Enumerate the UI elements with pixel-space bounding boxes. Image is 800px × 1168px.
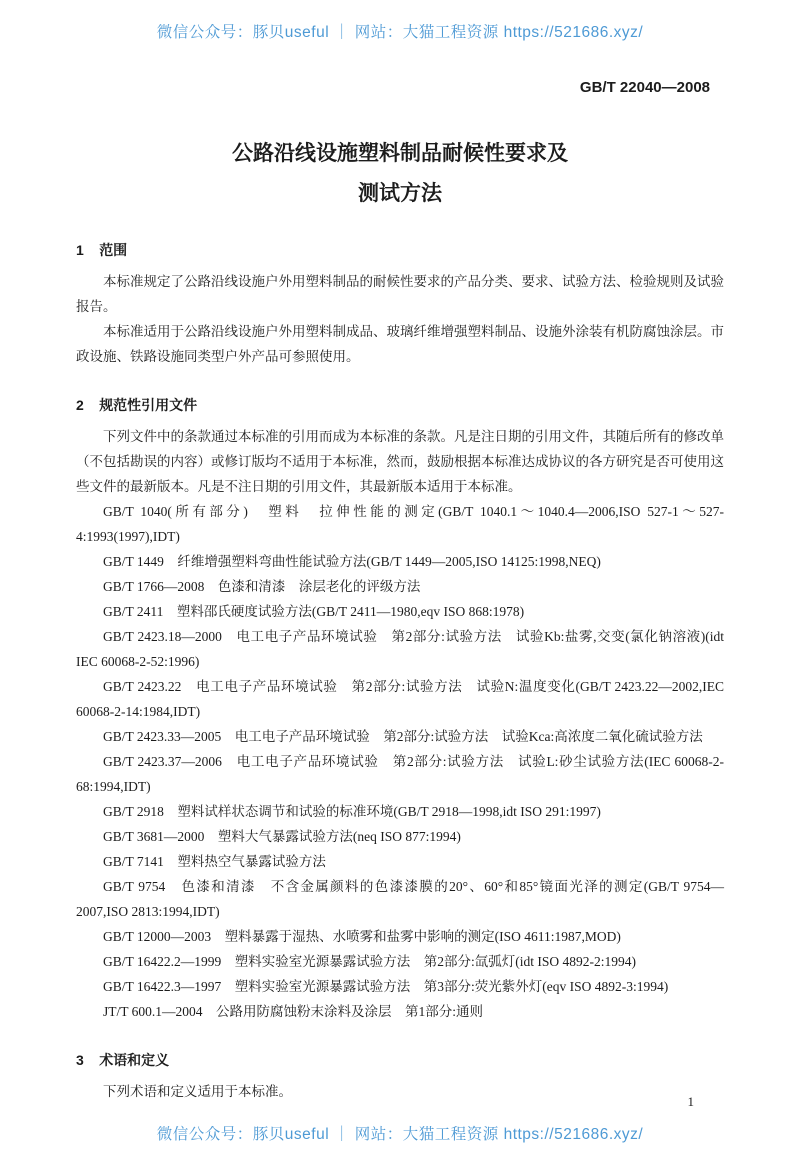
section-2-heading: [76, 393, 724, 417]
page-number: 1: [687, 1094, 694, 1109]
section-1-title: 范围: [99, 242, 128, 258]
reference-item: GB/T 2423.37—2006 电工电子产品环境试验 第2部分:试验方法 试验L:砂尘试验方法(IEC 60068-2-68:1994,IDT): [76, 754, 724, 794]
watermark-top: 微信公众号：豚贝useful ｜ 网站：大猫工程资源 https://521686.xyz/: [156, 24, 644, 41]
reference-item: GB/T 3681—2000 塑料大气暴露试验方法(neq ISO 877:1994): [103, 829, 461, 844]
watermark-bottom: 微信公众号：豚贝useful ｜ 网站：大猫工程资源 https://521686.xyz/: [156, 1126, 644, 1143]
reference-item: GB/T 2423.18—2000 电工电子产品环境试验 第2部分:试验方法 试验Kb:盐雾,交变(氯化钠溶液)(idt IEC 60068-2-52:1996): [76, 629, 724, 669]
section-2-number: 2: [76, 397, 84, 413]
section-1-heading: [76, 238, 724, 262]
section-3-heading: [76, 1048, 724, 1072]
reference-item: GB/T 12000—2003 塑料暴露于湿热、水喷雾和盐雾中影响的测定(ISO 4611:1987,MOD): [103, 929, 621, 944]
document-title-line2: 测试方法: [358, 182, 442, 205]
reference-item: GB/T 9754 色漆和清漆 不含金属颜料的色漆漆膜的20°、60°和85°镜面光泽的测定(GB/T 9754—2007,ISO 2813:1994,IDT): [76, 879, 724, 919]
section-1-paragraph-2: 本标准适用于公路沿线设施户外用塑料制成品、玻璃纤维增强塑料制品、设施外涂装有机防腐蚀涂层。市政设施、铁路设施同类型户外产品可参照使用。: [76, 324, 724, 364]
standard-number: GB/T 22040—2008: [579, 79, 710, 96]
section-3-number: 3: [76, 1052, 84, 1068]
section-3-title: 术语和定义: [99, 1052, 170, 1068]
reference-item: JT/T 600.1—2004 公路用防腐蚀粉末涂料及涂层 第1部分:通则: [103, 1004, 484, 1019]
reference-item: GB/T 2918 塑料试样状态调节和试验的标准环境(GB/T 2918—1998,idt ISO 291:1997): [103, 804, 601, 819]
document-title: [76, 134, 724, 214]
section-2-intro: 下列文件中的条款通过本标准的引用而成为本标准的条款。凡是注日期的引用文件，其随后所有的修改单（不包括勘误的内容）或修订版均不适用于本标准，然而，鼓励根据本标准达成协议的各方研究是否可使用这些文件的最新版本。凡是不注日期的引用文件，其最新版本适用于本标准。: [76, 429, 724, 494]
reference-item: GB/T 16422.2—1999 塑料实验室光源暴露试验方法 第2部分:氙弧灯(idt ISO 4892-2:1994): [103, 954, 636, 969]
reference-item: GB/T 2423.33—2005 电工电子产品环境试验 第2部分:试验方法 试验Kca:高浓度二氧化硫试验方法: [103, 729, 703, 744]
reference-item: GB/T 1040(所有部分) 塑料 拉伸性能的测定(GB/T 1040.1～1040.4—2006,ISO 527-1～527-4:1993(1997),IDT): [76, 504, 724, 544]
references-list: [76, 499, 724, 1024]
section-1-paragraph-1: 本标准规定了公路沿线设施户外用塑料制品的耐候性要求的产品分类、要求、试验方法、检验规则及试验报告。: [76, 274, 724, 314]
reference-item: GB/T 2411 塑料邵氏硬度试验方法(GB/T 2411—1980,eqv ISO 868:1978): [103, 604, 525, 619]
reference-item: GB/T 7141 塑料热空气暴露试验方法: [103, 854, 326, 869]
reference-item: GB/T 1449 纤维增强塑料弯曲性能试验方法(GB/T 1449—2005,ISO 14125:1998,NEQ): [103, 554, 601, 569]
document-title-line1: 公路沿线设施塑料制品耐候性要求及: [232, 142, 568, 165]
section-3-paragraph-1: 下列术语和定义适用于本标准。: [103, 1084, 292, 1099]
section-2-title: 规范性引用文件: [99, 397, 198, 413]
section-1-number: 1: [76, 242, 84, 258]
reference-item: GB/T 2423.22 电工电子产品环境试验 第2部分:试验方法 试验N:温度变化(GB/T 2423.22—2002,IEC 60068-2-14:1984,IDT): [76, 679, 724, 719]
reference-item: GB/T 1766—2008 色漆和清漆 涂层老化的评级方法: [103, 579, 421, 594]
reference-item: GB/T 16422.3—1997 塑料实验室光源暴露试验方法 第3部分:荧光紫外灯(eqv ISO 4892-3:1994): [103, 979, 669, 994]
